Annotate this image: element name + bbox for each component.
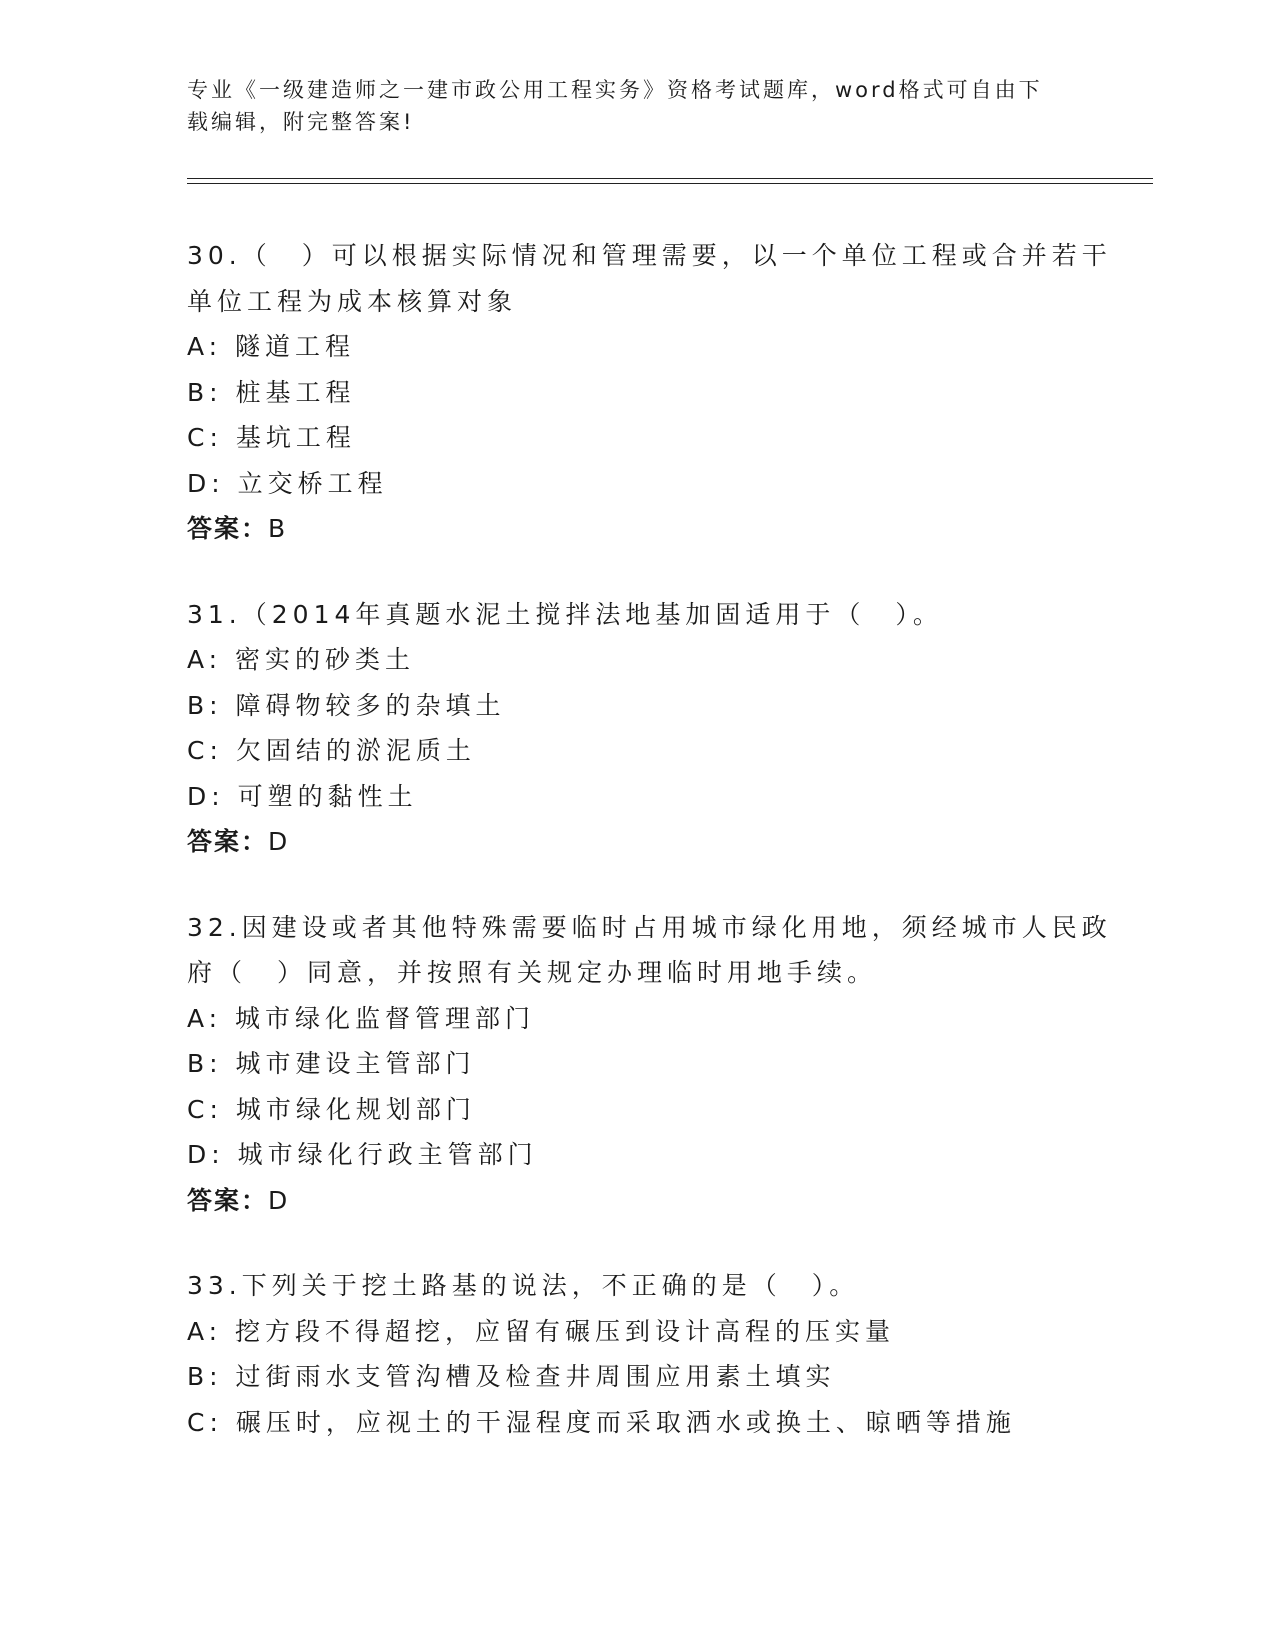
header-line-2: 载编辑，附完整答案! — [187, 110, 415, 134]
question-stem — [187, 905, 1147, 996]
question-30 — [187, 233, 1147, 552]
answer-line — [187, 506, 1147, 552]
answer-line — [187, 819, 1147, 865]
option-d: D: 可塑的黏性土 — [187, 781, 418, 811]
header-text — [187, 74, 1087, 138]
answer-value: B — [268, 514, 286, 543]
header-divider-top — [187, 178, 1153, 179]
question-stem — [187, 592, 1147, 638]
answer-line — [187, 1178, 1147, 1224]
option-b: B: 城市建设主管部门 — [187, 1049, 476, 1078]
question-31 — [187, 592, 1147, 865]
question-stem-line: 31.（2014年真题水泥土搅拌法地基加固适用于（ ）。 — [187, 599, 943, 629]
option-b: B: 过街雨水支管沟槽及检查井周围应用素土填实 — [187, 1362, 836, 1391]
option-a: A: 挖方段不得超挖，应留有碾压到设计高程的压实量 — [187, 1316, 896, 1346]
answer-value: D — [268, 827, 288, 856]
option-b: B: 桩基工程 — [187, 377, 356, 407]
option-c: C: 碾压时，应视土的干湿程度而采取洒水或换土、晾晒等措施 — [187, 1407, 1016, 1437]
option-a: A: 城市绿化监督管理部门 — [187, 1003, 536, 1033]
question-stem-line: 30.（ ）可以根据实际情况和管理需要，以一个单位工程或合并若干 — [187, 241, 1112, 270]
question-stem — [187, 1263, 1147, 1309]
option-b: B: 障碍物较多的杂填土 — [187, 690, 506, 720]
question-stem-line: 33.下列关于挖土路基的说法，不正确的是（ ）。 — [187, 1271, 860, 1300]
question-32 — [187, 905, 1147, 1224]
header-line-1: 专业《一级建造师之一建市政公用工程实务》资格考试题库，word格式可自由下 — [187, 78, 1043, 102]
option-c: C: 基坑工程 — [187, 423, 356, 452]
option-d: D: 立交桥工程 — [187, 468, 388, 498]
option-a: A: 隧道工程 — [187, 332, 356, 361]
question-stem-line: 府（ ）同意，并按照有关规定办理临时用地手续。 — [187, 958, 878, 987]
answer-label: 答案： — [187, 1185, 269, 1215]
question-stem-line: 单位工程为成本核算对象 — [187, 286, 518, 316]
question-list — [187, 233, 1147, 1485]
answer-label: 答案： — [187, 827, 269, 856]
answer-value: D — [268, 1185, 288, 1215]
option-c: C: 城市绿化规划部门 — [187, 1094, 476, 1124]
header-divider-bottom — [187, 183, 1153, 184]
option-d: D: 城市绿化行政主管部门 — [187, 1140, 538, 1169]
option-c: C: 欠固结的淤泥质土 — [187, 736, 476, 765]
answer-label: 答案： — [187, 514, 269, 543]
question-stem — [187, 233, 1147, 324]
option-a: A: 密实的砂类土 — [187, 645, 416, 674]
question-33 — [187, 1263, 1147, 1445]
question-stem-line: 32.因建设或者其他特殊需要临时占用城市绿化用地，须经城市人民政 — [187, 912, 1112, 942]
